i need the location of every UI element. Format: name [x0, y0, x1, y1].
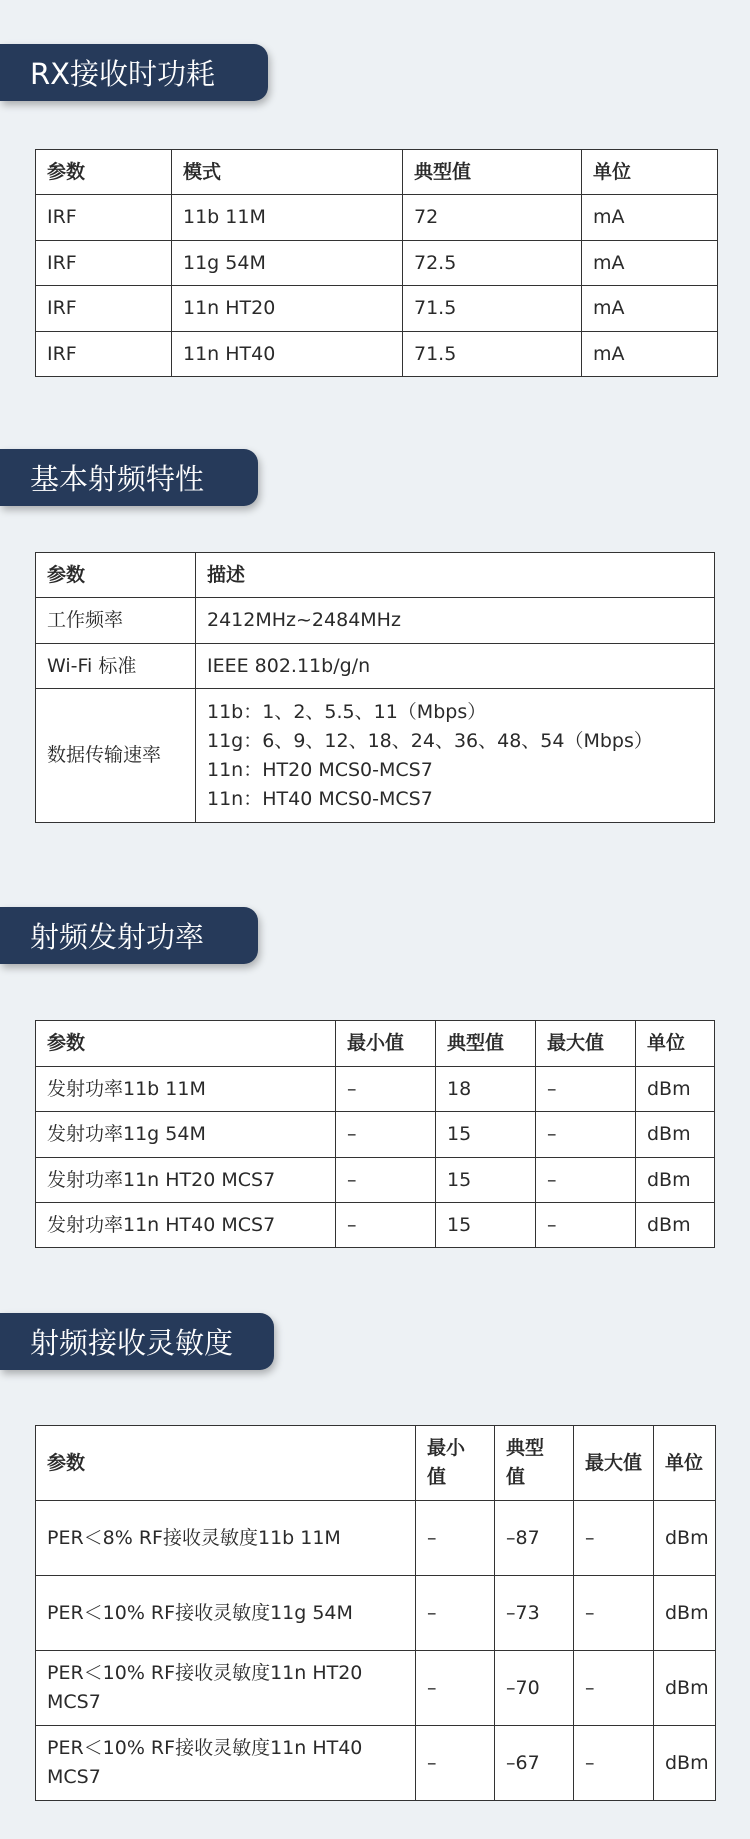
section-title-tx-power: 射频发射功率: [0, 907, 258, 964]
table-cell: –73: [495, 1576, 574, 1651]
table-cell: PER＜10% RF接收灵敏度11n HT20 MCS7: [36, 1651, 416, 1726]
header-cell: 单位: [582, 150, 718, 195]
header-cell: 参数: [36, 553, 196, 598]
header-cell: 最小值: [416, 1426, 495, 1501]
table-row: [36, 598, 715, 644]
table-row: [36, 1112, 715, 1158]
table-cell: mA: [582, 195, 718, 241]
table-cell: –: [574, 1651, 654, 1726]
table-cell: PER＜8% RF接收灵敏度11b 11M: [36, 1501, 416, 1576]
rate-line: 11b：1、2、5.5、11（Mbps）: [207, 700, 487, 723]
table-cell: 72: [403, 195, 582, 241]
table-row: [36, 1067, 715, 1112]
table-cell: mA: [582, 241, 718, 286]
section-title-rx-power: RX接收时功耗: [0, 44, 268, 101]
table-cell: –: [336, 1158, 436, 1203]
table-cell: –: [416, 1501, 495, 1576]
table-cell: IRF: [36, 286, 172, 332]
table-cell: 71.5: [403, 286, 582, 332]
table-cell: 15: [436, 1158, 536, 1203]
table-header-row: [36, 553, 715, 598]
table-cell: –: [536, 1067, 636, 1112]
rate-line: 11n：HT20 MCS0-MCS7: [207, 758, 433, 781]
table-cell: 工作频率: [36, 598, 196, 644]
table-cell: IRF: [36, 241, 172, 286]
table-row: [36, 1726, 716, 1801]
table-row: [36, 241, 718, 286]
header-cell: 单位: [636, 1021, 715, 1067]
table-cell: dBm: [654, 1501, 716, 1576]
table-header-row: [36, 1021, 715, 1067]
table-cell: 发射功率11b 11M: [36, 1067, 336, 1112]
table-cell: –: [336, 1112, 436, 1158]
table-row: [36, 195, 718, 241]
header-cell: 参数: [36, 1426, 416, 1501]
table-cell: 11g 54M: [172, 241, 403, 286]
table-cell: mA: [582, 286, 718, 332]
header-cell: 典型值: [436, 1021, 536, 1067]
table-cell: 18: [436, 1067, 536, 1112]
table-cell: dBm: [654, 1576, 716, 1651]
table-cell: –: [574, 1501, 654, 1576]
table-cell: –: [536, 1112, 636, 1158]
header-cell: 最小值: [336, 1021, 436, 1067]
table-cell: 数据传输速率: [36, 689, 196, 823]
table-cell: 11b 11M: [172, 195, 403, 241]
table-cell: –70: [495, 1651, 574, 1726]
table-cell: –: [416, 1651, 495, 1726]
table-cell: 71.5: [403, 332, 582, 377]
rf-basic-table: [35, 552, 715, 823]
tx-power-table: [35, 1020, 715, 1248]
table-cell: 72.5: [403, 241, 582, 286]
table-row: [36, 1576, 716, 1651]
table-cell: dBm: [636, 1112, 715, 1158]
table-row: [36, 332, 718, 377]
table-cell: dBm: [654, 1726, 716, 1801]
table-row: [36, 1651, 716, 1726]
rate-line: 11g：6、9、12、18、24、36、48、54（Mbps）: [207, 729, 653, 752]
table-cell: 发射功率11n HT40 MCS7: [36, 1203, 336, 1248]
rate-line: 11n：HT40 MCS0-MCS7: [207, 787, 433, 810]
table-cell: Wi-Fi 标准: [36, 644, 196, 689]
table-cell: –: [574, 1576, 654, 1651]
header-cell: 参数: [36, 1021, 336, 1067]
table-cell: –: [416, 1726, 495, 1801]
table-cell: 发射功率11g 54M: [36, 1112, 336, 1158]
table-cell: 11n HT40: [172, 332, 403, 377]
header-cell: 模式: [172, 150, 403, 195]
table-cell: IEEE 802.11b/g/n: [196, 644, 715, 689]
table-cell: –: [574, 1726, 654, 1801]
rx-sensitivity-table: [35, 1425, 716, 1801]
table-cell: –67: [495, 1726, 574, 1801]
table-cell: –: [336, 1067, 436, 1112]
section-title-rx-sensitivity: 射频接收灵敏度: [0, 1313, 274, 1370]
table-cell: dBm: [636, 1158, 715, 1203]
table-cell: –: [536, 1158, 636, 1203]
table-cell: dBm: [636, 1067, 715, 1112]
rx-power-table: [35, 149, 718, 377]
header-cell: 最大值: [536, 1021, 636, 1067]
table-cell: –: [416, 1576, 495, 1651]
header-cell: 描述: [196, 553, 715, 598]
header-cell: 典型值: [403, 150, 582, 195]
table-row: [36, 1203, 715, 1248]
rate-list-cell: [196, 689, 715, 823]
table-header-row: [36, 150, 718, 195]
table-cell: 发射功率11n HT20 MCS7: [36, 1158, 336, 1203]
table-row: [36, 689, 715, 823]
table-cell: 15: [436, 1203, 536, 1248]
table-row: [36, 286, 718, 332]
table-cell: PER＜10% RF接收灵敏度11g 54M: [36, 1576, 416, 1651]
table-cell: mA: [582, 332, 718, 377]
table-cell: IRF: [36, 332, 172, 377]
table-row: [36, 644, 715, 689]
header-cell: 典型值: [495, 1426, 574, 1501]
table-cell: dBm: [654, 1651, 716, 1726]
table-row: [36, 1158, 715, 1203]
table-cell: –87: [495, 1501, 574, 1576]
header-cell: 最大值: [574, 1426, 654, 1501]
header-cell: 参数: [36, 150, 172, 195]
table-cell: dBm: [636, 1203, 715, 1248]
table-cell: IRF: [36, 195, 172, 241]
table-header-row: [36, 1426, 716, 1501]
table-cell: PER＜10% RF接收灵敏度11n HT40 MCS7: [36, 1726, 416, 1801]
table-cell: 2412MHz~2484MHz: [196, 598, 715, 644]
section-title-rf-basic: 基本射频特性: [0, 449, 258, 506]
table-cell: –: [536, 1203, 636, 1248]
table-cell: 15: [436, 1112, 536, 1158]
table-cell: 11n HT20: [172, 286, 403, 332]
table-row: [36, 1501, 716, 1576]
table-cell: –: [336, 1203, 436, 1248]
header-cell: 单位: [654, 1426, 716, 1501]
